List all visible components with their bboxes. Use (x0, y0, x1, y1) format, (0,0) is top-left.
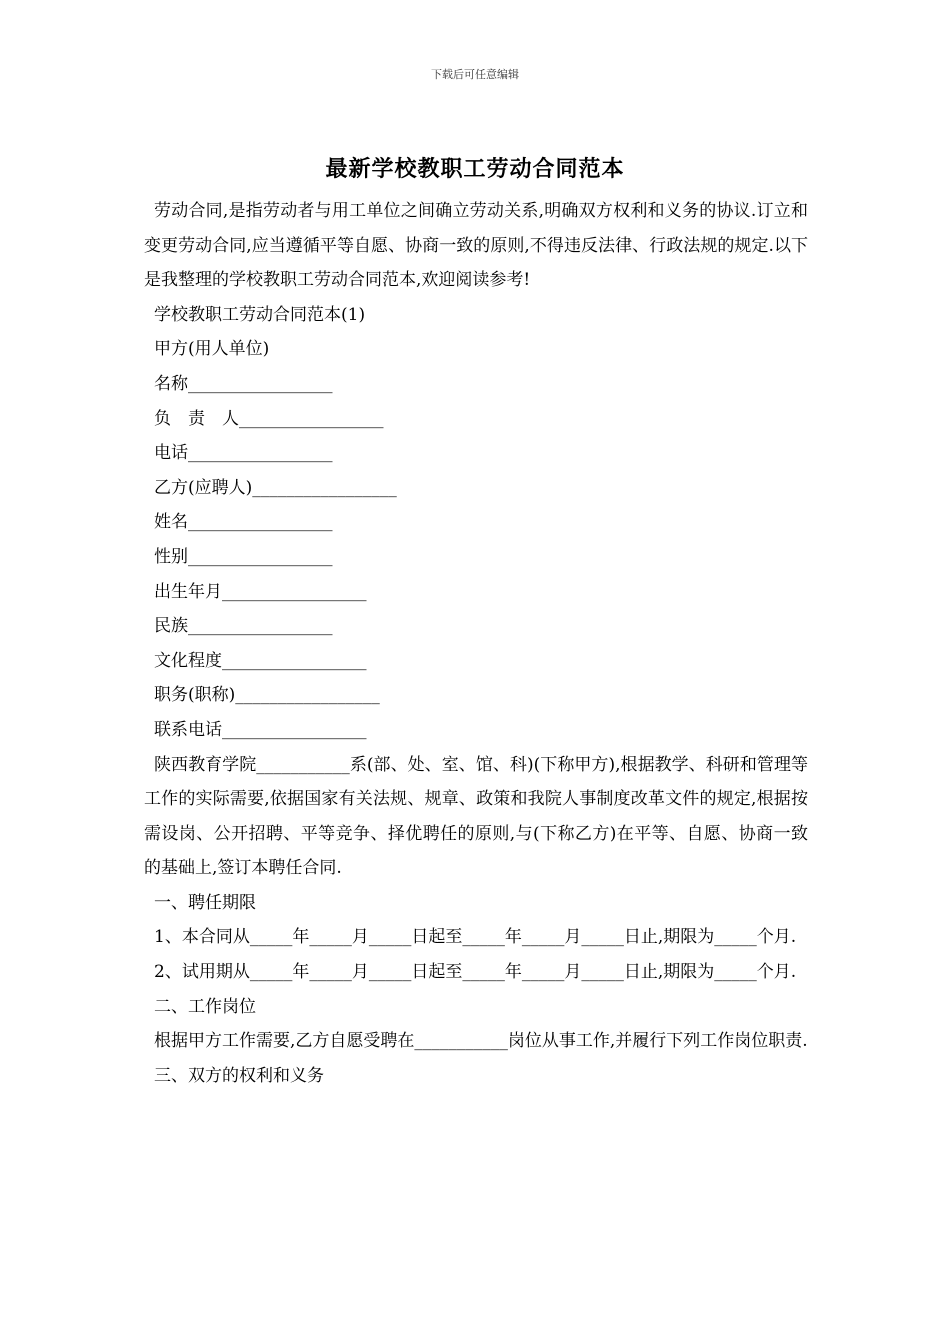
party-b-gender-field: 性别_________________ (154, 546, 333, 567)
document-body (144, 194, 808, 1093)
document-title: 最新学校教职工劳动合同范本 (325, 156, 625, 182)
party-b-contact-field: 联系电话_________________ (154, 719, 367, 740)
section2-heading: 二、工作岗位 (154, 996, 256, 1017)
party-b-heading: 乙方(应聘人)_________________ (154, 477, 397, 498)
sample-heading: 学校教职工劳动合同范本(1) (154, 304, 366, 325)
page-header-note: 下载后可任意编辑 (431, 68, 519, 81)
section1-item2: 2、试用期从_____年_____月_____日起至_____年_____月_____日止,期限为_____个月. (154, 962, 797, 983)
party-a-phone-field: 电话_________________ (154, 443, 333, 464)
party-b-name-field: 姓名_________________ (154, 512, 333, 533)
intro-paragraph: 劳动合同,是指劳动者与用工单位之间确立劳动关系,明确双方权利和义务的协议.订立和变更劳动合同,应当遵循平等自愿、协商一致的原则,不得违反法律、行政法规的规定.以下是我整理的学校教职工劳动合同范本,欢迎阅读参考! (144, 201, 808, 291)
party-b-education-field: 文化程度_________________ (154, 650, 367, 671)
party-a-name-field: 名称_________________ (154, 373, 333, 394)
party-b-birth-field: 出生年月_________________ (154, 581, 367, 602)
section1-item1: 1、本合同从_____年_____月_____日起至_____年_____月_____日止,期限为_____个月. (154, 927, 797, 948)
party-a-representative-field: 负 责 人_________________ (154, 408, 384, 429)
section2-paragraph: 根据甲方工作需要,乙方自愿受聘在___________岗位从事工作,并履行下列工作岗位职责. (154, 1031, 808, 1052)
party-a-heading: 甲方(用人单位) (154, 339, 270, 360)
party-b-title-field: 职务(职称)_________________ (154, 685, 380, 706)
section1-heading: 一、聘任期限 (154, 892, 256, 913)
section3-heading: 三、双方的权利和义务 (154, 1065, 324, 1086)
party-b-ethnicity-field: 民族_________________ (154, 616, 333, 637)
preamble-paragraph: 陕西教育学院___________系(部、处、室、馆、科)(下称甲方),根据教学、科研和管理等工作的实际需要,依据国家有关法规、规章、政策和我院人事制度改革文件的规定,根据按需设岗、公开招聘、平等竞争、择优聘任的原则,与(下称乙方)在平等、自愿、协商一致的基础上,签订本聘任合同. (144, 754, 808, 879)
